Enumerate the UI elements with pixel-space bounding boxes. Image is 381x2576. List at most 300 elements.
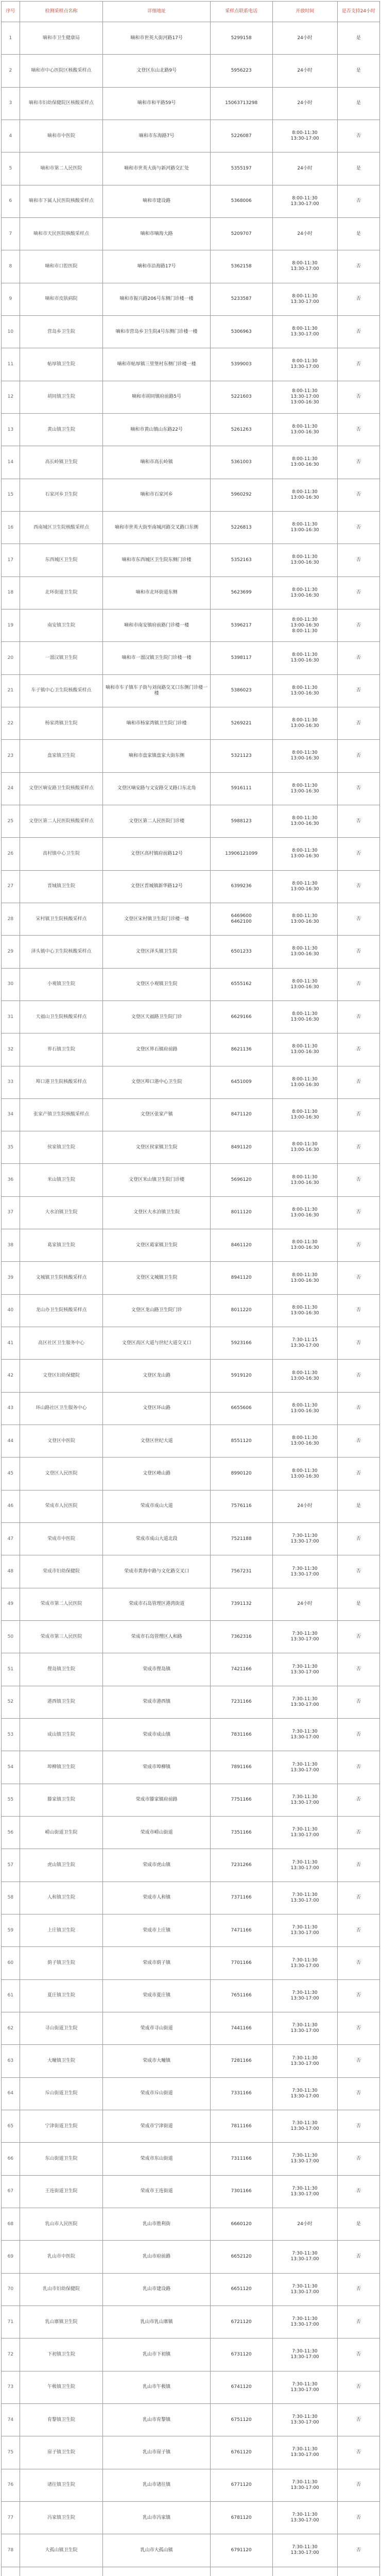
row-address: 文登区环山路	[103, 1392, 210, 1425]
row-index: 38	[2, 1229, 20, 1262]
row-24h: 否	[337, 1033, 379, 1066]
row-24h: 否	[337, 1751, 379, 1784]
row-index: 37	[2, 1196, 20, 1229]
header-open-hours: 开放时间	[272, 2, 337, 22]
row-index: 29	[2, 936, 20, 968]
row-site-name: 黄山镇卫生院	[20, 413, 103, 446]
row-phone: 6721120	[210, 2306, 272, 2338]
row-open-hours: 7:30-11:30 13:30-17:00	[272, 2469, 337, 2501]
row-site-name: 文登区妇幼保健院	[20, 1360, 103, 1392]
row-phone: 7421166	[210, 1653, 272, 1686]
table-row	[2, 772, 380, 805]
row-address: 嘀和市胡同镇府前路5号	[103, 381, 210, 413]
row-open-hours: 7:30-11:30 13:30-17:00	[272, 1979, 337, 2012]
row-site-name: 东西城区卫生院	[20, 544, 103, 577]
row-24h: 否	[337, 1914, 379, 1947]
row-phone: 5399003	[210, 348, 272, 381]
table-row	[2, 1490, 380, 1522]
row-site-name: 荣成市第三人民医院	[20, 1621, 103, 1653]
row-open-hours: 8:00-11:30 13:30-17:00	[272, 250, 337, 283]
table-row	[2, 2045, 380, 2077]
row-site-name: 寻山街道卫生院	[20, 2012, 103, 2045]
row-24h: 否	[337, 1262, 379, 1294]
row-open-hours: 24小时	[272, 22, 337, 55]
row-address: 乳山市下初镇	[103, 2338, 210, 2371]
row-open-hours: 8:00-11:30 13:00-16:30	[272, 968, 337, 1001]
row-24h: 否	[337, 1001, 379, 1033]
row-24h: 是	[337, 217, 379, 250]
row-site-name: 文登区中医院	[20, 1425, 103, 1458]
row-phone: 7231266	[210, 1849, 272, 1882]
table-row	[2, 2306, 380, 2338]
table-row	[2, 2208, 380, 2240]
row-phone: 8011220	[210, 1294, 272, 1327]
row-open-hours: 8:00-11:30 13:00-16:30	[272, 413, 337, 446]
row-address: 乳山市大孤山镇	[103, 2534, 210, 2567]
row-site-name: 午极镇卫生院	[20, 2371, 103, 2403]
row-site-name: 王连街道卫生院	[20, 2175, 103, 2208]
row-open-hours: 8:00-11:30 13:00-16:30	[272, 479, 337, 511]
row-24h: 否	[337, 2143, 379, 2175]
row-phone: 5396217	[210, 609, 272, 641]
row-phone: 5226087	[210, 120, 272, 152]
row-phone: 6791120	[210, 2534, 272, 2567]
row-index: 35	[2, 1131, 20, 1164]
table-row	[2, 707, 380, 739]
row-index: 8	[2, 250, 20, 283]
row-phone: 6655606	[210, 1392, 272, 1425]
row-address: 嘀和市杨家湾镇卫生院门诊楼	[103, 707, 210, 739]
row-index: 54	[2, 1751, 20, 1784]
row-site-name: 下初镇卫生院	[20, 2338, 103, 2371]
row-address: 嘀和市世英大街与新河路交汇处	[103, 152, 210, 185]
row-address: 嘀和市一溜汉镇卫生院门诊楼一楼	[103, 642, 210, 674]
row-open-hours: 7:30-11:30 13:30-17:00	[272, 2012, 337, 2045]
row-open-hours: 7:30-11:30 13:30-17:00	[272, 2077, 337, 2110]
row-24h: 是	[337, 2208, 379, 2240]
row-phone: 5261263	[210, 413, 272, 446]
row-index: 20	[2, 642, 20, 674]
row-phone: 7521188	[210, 1523, 272, 1555]
row-phone: 8621136	[210, 1033, 272, 1066]
table-row	[2, 511, 380, 544]
table-row	[2, 120, 380, 152]
row-open-hours: 7:30-11:30 13:30-17:00	[272, 1751, 337, 1784]
row-index: 60	[2, 1947, 20, 1979]
row-phone: 5362158	[210, 250, 272, 283]
row-address: 文登区东山北路9号	[103, 55, 210, 87]
row-open-hours: 8:00-11:30 13:00-16:30	[272, 1229, 337, 1262]
row-site-name: 西南城区卫生院核酸采样点	[20, 511, 103, 544]
row-24h: 否	[337, 1458, 379, 1490]
row-index: 39	[2, 1262, 20, 1294]
row-index: 33	[2, 1066, 20, 1098]
row-24h: 否	[337, 2175, 379, 2208]
row-address: 文登区埠口港中心卫生院	[103, 1066, 210, 1098]
row-open-hours: 7:30-11:15 13:30-17:00	[272, 1327, 337, 1360]
row-address: 荣成市王连街道	[103, 2175, 210, 2208]
row-24h: 否	[337, 511, 379, 544]
row-phone: 6629166	[210, 1001, 272, 1033]
row-address: 荣成市俚岛镇	[103, 1653, 210, 1686]
row-24h: 否	[337, 805, 379, 837]
row-phone: 7576116	[210, 1490, 272, 1522]
row-open-hours: 7:30-11:30 13:30-17:00	[272, 1882, 337, 1914]
row-phone: 5299158	[210, 22, 272, 55]
table-row	[2, 1784, 380, 1816]
table-row	[2, 413, 380, 446]
row-site-name: 嘀和市中医院	[20, 120, 103, 152]
row-address: 嘀和市北环街道东侧	[103, 577, 210, 609]
row-24h: 否	[337, 348, 379, 381]
row-index: 14	[2, 446, 20, 479]
row-phone: 7331166	[210, 2077, 272, 2110]
row-index: 56	[2, 1817, 20, 1849]
row-phone: 6451009	[210, 1066, 272, 1098]
row-site-name: 乳山市人民医院	[20, 2208, 103, 2240]
row-site-name: 崖子镇卫生院	[20, 2436, 103, 2469]
row-index: 52	[2, 1686, 20, 1718]
row-24h: 否	[337, 1229, 379, 1262]
row-open-hours: 7:30-11:30 13:30-17:00	[272, 2241, 337, 2273]
row-index: 76	[2, 2469, 20, 2501]
row-address: 荣成市大疃镇	[103, 2045, 210, 2077]
row-open-hours: 8:00-11:30 13:00-16:30	[272, 446, 337, 479]
row-site-name: 大疃镇卫生院	[20, 2045, 103, 2077]
row-phone: 5623699	[210, 577, 272, 609]
row-site-name: 乳山市妇幼保健院	[20, 2273, 103, 2306]
row-address: 荣成市滕家镇府前路	[103, 1784, 210, 1816]
row-address: 乳山市乳山寨镇	[103, 2306, 210, 2338]
row-address: 文登区晋城镇新华路12号	[103, 870, 210, 903]
row-index: 36	[2, 1164, 20, 1196]
row-open-hours: 7:30-11:30 13:30-17:00	[272, 1686, 337, 1718]
row-24h: 否	[337, 2501, 379, 2534]
row-index: 44	[2, 1425, 20, 1458]
row-index: 47	[2, 1523, 20, 1555]
table-row	[2, 479, 380, 511]
row-address: 嘀和市世英大街至南城河路交叉路口东侧	[103, 511, 210, 544]
row-index: 3	[2, 87, 20, 120]
row-open-hours: 7:30-11:30 13:30-17:00	[272, 2501, 337, 2534]
row-address: 乳山市胜利街	[103, 2208, 210, 2240]
row-24h: 否	[337, 544, 379, 577]
row-site-name: 南安镇卫生院	[20, 609, 103, 641]
row-phone: 7301166	[210, 2175, 272, 2208]
row-site-name: 乳山市中医院	[20, 2241, 103, 2273]
row-address: 嘀和市建设路	[103, 185, 210, 217]
row-address: 乳山市诸往镇	[103, 2469, 210, 2501]
row-open-hours: 7:30-11:30 13:30-17:00	[272, 1817, 337, 1849]
row-phone: 13906121099	[210, 838, 272, 870]
row-24h: 否	[337, 2012, 379, 2045]
row-site-name: 荣成市第二人民医院	[20, 1588, 103, 1620]
row-index: 59	[2, 1914, 20, 1947]
table-row	[2, 1131, 380, 1164]
row-open-hours: 8:00-11:30 13:00-16:30	[272, 1262, 337, 1294]
row-24h: 否	[337, 1947, 379, 1979]
row-24h: 否	[337, 870, 379, 903]
row-phone	[210, 2567, 272, 2576]
table-row	[2, 1882, 380, 1914]
row-open-hours: 8:00-11:30 13:30-17:00	[272, 283, 337, 315]
row-24h: 否	[337, 2469, 379, 2501]
row-index: 72	[2, 2338, 20, 2371]
row-index: 1	[2, 22, 20, 55]
row-open-hours: 7:30-11:30 13:30-17:00	[272, 1653, 337, 1686]
row-index: 13	[2, 413, 20, 446]
row-site-name: 荣成市人民医院	[20, 1490, 103, 1522]
row-site-name: 乳山寨镇卫生院	[20, 2306, 103, 2338]
row-site-name: 育黎镇卫生院	[20, 2403, 103, 2436]
row-phone: 5696120	[210, 1164, 272, 1196]
row-phone: 5355197	[210, 152, 272, 185]
row-open-hours: 7:30-11:30 13:30-17:00	[272, 2175, 337, 2208]
row-phone: 15063713298	[210, 87, 272, 120]
row-index: 58	[2, 1882, 20, 1914]
row-index: 78	[2, 2534, 20, 2567]
row-open-hours: 7:30-11:30 13:30-17:00	[272, 2403, 337, 2436]
row-address: 嘀和市高长岭镇	[103, 446, 210, 479]
row-open-hours: 7:30-11:30 13:30-17:00	[272, 1947, 337, 1979]
table-row	[2, 805, 380, 837]
row-open-hours: 7:30-11:30 13:30-17:00	[272, 1523, 337, 1555]
row-index: 6	[2, 185, 20, 217]
row-address: 乳山市府前路	[103, 2241, 210, 2273]
row-index: 73	[2, 2371, 20, 2403]
row-phone: 7567231	[210, 1555, 272, 1588]
row-site-name: 杨家湾镇卫生院	[20, 707, 103, 739]
row-site-name: 环山路社区卫生服务中心	[20, 1392, 103, 1425]
row-address: 荣成市宁津街道	[103, 2110, 210, 2143]
row-24h: 否	[337, 2110, 379, 2143]
row-site-name: 界石镇卫生院	[20, 1033, 103, 1066]
header-site-name: 检测采样点名称	[20, 2, 103, 22]
row-index: 41	[2, 1327, 20, 1360]
row-site-name: 荫子镇卫生院	[20, 1947, 103, 1979]
row-index: 10	[2, 315, 20, 348]
table-row	[2, 870, 380, 903]
row-site-name: 高区社区卫生服务中心	[20, 1327, 103, 1360]
row-phone: 5923166	[210, 1327, 272, 1360]
row-address: 文登区侯家镇卫生院	[103, 1131, 210, 1164]
row-phone: 8471120	[210, 1098, 272, 1131]
row-phone: 7701166	[210, 1947, 272, 1979]
table-row	[2, 217, 380, 250]
row-phone: 7651166	[210, 1979, 272, 2012]
row-open-hours: 8:00-11:30 13:00-16:30	[272, 577, 337, 609]
row-address: 文登区峰山路	[103, 1458, 210, 1490]
row-24h: 否	[337, 1131, 379, 1164]
row-address: 嘀和市东西城区卫生院东侧门诊楼	[103, 544, 210, 577]
row-open-hours: 7:30-11:30 13:30-17:00	[272, 2273, 337, 2306]
row-index: 24	[2, 772, 20, 805]
row-index: 2	[2, 55, 20, 87]
row-address: 乳山市建设路	[103, 2273, 210, 2306]
row-open-hours: 8:00-11:30 13:30-17:00 13:00-16:30	[272, 381, 337, 413]
row-site-name: 晋城镇卫生院	[20, 870, 103, 903]
row-index: 53	[2, 1719, 20, 1751]
row-24h: 否	[337, 315, 379, 348]
row-site-name: 葛家镇卫生院	[20, 1229, 103, 1262]
row-24h: 否	[337, 1392, 379, 1425]
row-24h: 是	[337, 1490, 379, 1522]
row-index: 46	[2, 1490, 20, 1522]
row-address: 荣成市成山大道北段	[103, 1523, 210, 1555]
row-site-name: 车子镇中心卫生院核酸采样点	[20, 674, 103, 707]
row-site-name: 大孤山镇卫生院	[20, 2534, 103, 2567]
row-24h: 否	[337, 1098, 379, 1131]
row-site-name: 冯家镇卫生院	[20, 2501, 103, 2534]
table-row	[2, 1425, 380, 1458]
table-row	[2, 185, 380, 217]
row-open-hours: 8:00-11:30 13:00-16:30	[272, 1294, 337, 1327]
row-address: 荣成市夏庄镇	[103, 1979, 210, 2012]
row-index: 68	[2, 2208, 20, 2240]
table-row	[2, 1262, 380, 1294]
row-address: 乳山市午极镇	[103, 2371, 210, 2403]
row-phone: 7751166	[210, 1784, 272, 1816]
row-site-name: 荣成市中医院	[20, 1523, 103, 1555]
row-site-name: 斥山街道卫生院	[20, 2077, 103, 2110]
row-site-name: 文城镇卫生院核酸采样点	[20, 1262, 103, 1294]
row-open-hours: 24小时	[272, 55, 337, 87]
row-24h: 否	[337, 250, 379, 283]
row-site-name: 宋村镇卫生院核酸采样点	[20, 903, 103, 935]
row-24h: 否	[337, 2273, 379, 2306]
row-site-name: 张家产镇卫生院核酸采样点	[20, 1098, 103, 1131]
row-24h: 否	[337, 2371, 379, 2403]
table-row	[2, 968, 380, 1001]
row-phone: 8011120	[210, 1196, 272, 1229]
row-24h: 否	[337, 609, 379, 641]
row-24h: 否	[337, 120, 379, 152]
row-24h: 否	[337, 1653, 379, 1686]
row-open-hours: 7:30-11:30 13:30-17:00	[272, 1719, 337, 1751]
row-phone: 6751120	[210, 2403, 272, 2436]
table-row	[2, 2338, 380, 2371]
row-24h: 否	[337, 1425, 379, 1458]
row-address: 荣成市埠柳镇	[103, 1751, 210, 1784]
table-row	[2, 2077, 380, 2110]
row-phone: 5368006	[210, 185, 272, 217]
row-phone: 5321123	[210, 740, 272, 772]
row-index: 9	[2, 283, 20, 315]
table-row	[2, 1751, 380, 1784]
row-index: 22	[2, 707, 20, 739]
row-address: 荣成市东山街道	[103, 2143, 210, 2175]
row-index: 17	[2, 544, 20, 577]
row-open-hours: 7:30-11:30 13:30-17:00	[272, 2436, 337, 2469]
table-row	[2, 2371, 380, 2403]
row-address: 嘀和市盘家镇盘家大街东侧	[103, 740, 210, 772]
row-index: 69	[2, 2241, 20, 2273]
row-site-name: 东山街道卫生院	[20, 2143, 103, 2175]
row-24h: 否	[337, 185, 379, 217]
row-address	[103, 2567, 210, 2576]
row-open-hours: 8:00-11:30 13:00-16:30	[272, 1098, 337, 1131]
row-24h: 否	[337, 446, 379, 479]
row-open-hours: 8:00-11:30 13:00-16:30	[272, 544, 337, 577]
table-row	[2, 674, 380, 707]
row-address: 嘀和市帖厚镇三里堡村东侧门诊楼一楼	[103, 348, 210, 381]
row-index: 23	[2, 740, 20, 772]
row-address: 文登区高村镇府前路12号	[103, 838, 210, 870]
table-row	[2, 1588, 380, 1620]
row-address: 嘀和市南安镇府前路门诊楼一楼	[103, 609, 210, 641]
row-index: 57	[2, 1849, 20, 1882]
row-site-name: 虎山镇卫生院	[20, 1849, 103, 1882]
row-open-hours: 8:00-11:30 13:00-16:30	[272, 740, 337, 772]
row-site-name: 泽头镇中心卫生院核酸采样点	[20, 936, 103, 968]
row-open-hours: 8:00-11:30 13:00-16:30	[272, 772, 337, 805]
row-index: 51	[2, 1653, 20, 1686]
row-phone: 5221603	[210, 381, 272, 413]
row-index: 55	[2, 1784, 20, 1816]
row-open-hours: 7:30-11:30 13:30-17:00	[272, 1914, 337, 1947]
table-row	[2, 2534, 380, 2567]
row-phone: 5209707	[210, 217, 272, 250]
table-row	[2, 740, 380, 772]
row-open-hours: 24小时	[272, 152, 337, 185]
row-index: 40	[2, 1294, 20, 1327]
row-index: 25	[2, 805, 20, 837]
row-site-name: 诸往镇卫生院	[20, 2469, 103, 2501]
row-address: 乳山市冯家镇	[103, 2501, 210, 2534]
row-24h: 否	[337, 2436, 379, 2469]
row-24h: 否	[337, 1196, 379, 1229]
table-row	[2, 2175, 380, 2208]
table-row	[2, 1196, 380, 1229]
row-24h: 否	[337, 674, 379, 707]
row-address: 嘀和市车子镇车子街与刘岗路交叉口东侧门诊楼一楼	[103, 674, 210, 707]
row-phone: 8941120	[210, 1262, 272, 1294]
row-site-name: 小观镇卫生院	[20, 968, 103, 1001]
row-24h: 是	[337, 152, 379, 185]
row-open-hours: 24小时	[272, 2208, 337, 2240]
row-site-name: 高村镇中心卫生院	[20, 838, 103, 870]
table-row	[2, 2241, 380, 2273]
row-open-hours: 8:00-11:30 13:00-16:30	[272, 1196, 337, 1229]
row-phone: 5988123	[210, 805, 272, 837]
row-index: 15	[2, 479, 20, 511]
table-row	[2, 1686, 380, 1718]
row-address: 荣成市荫子镇	[103, 1947, 210, 1979]
table-row	[2, 250, 380, 283]
row-phone: 6652120	[210, 2241, 272, 2273]
row-site-name: 嘀和市妇幼保健院区核酸采样点	[20, 87, 103, 120]
row-phone: 6501233	[210, 936, 272, 968]
table-row	[2, 903, 380, 935]
row-open-hours: 7:30-11:30 13:30-17:00	[272, 2534, 337, 2567]
table-row	[2, 1392, 380, 1425]
row-index: 31	[2, 1001, 20, 1033]
row-open-hours: 7:30-11:30 13:30-17:00	[272, 2045, 337, 2077]
row-24h: 否	[337, 1719, 379, 1751]
row-site-name: 一溜汉镇卫生院	[20, 642, 103, 674]
table-row	[2, 2469, 380, 2501]
row-phone: 5306963	[210, 315, 272, 348]
row-index: 28	[2, 903, 20, 935]
row-site-name: 埠柳镇卫生院	[20, 1751, 103, 1784]
row-index: 62	[2, 2012, 20, 2045]
row-phone: 7391132	[210, 1588, 272, 1620]
row-phone: 5352163	[210, 544, 272, 577]
row-site-name: 上庄镇卫生院	[20, 1914, 103, 1947]
table-row	[2, 1849, 380, 1882]
table-row	[2, 1555, 380, 1588]
row-24h: 否	[337, 1360, 379, 1392]
